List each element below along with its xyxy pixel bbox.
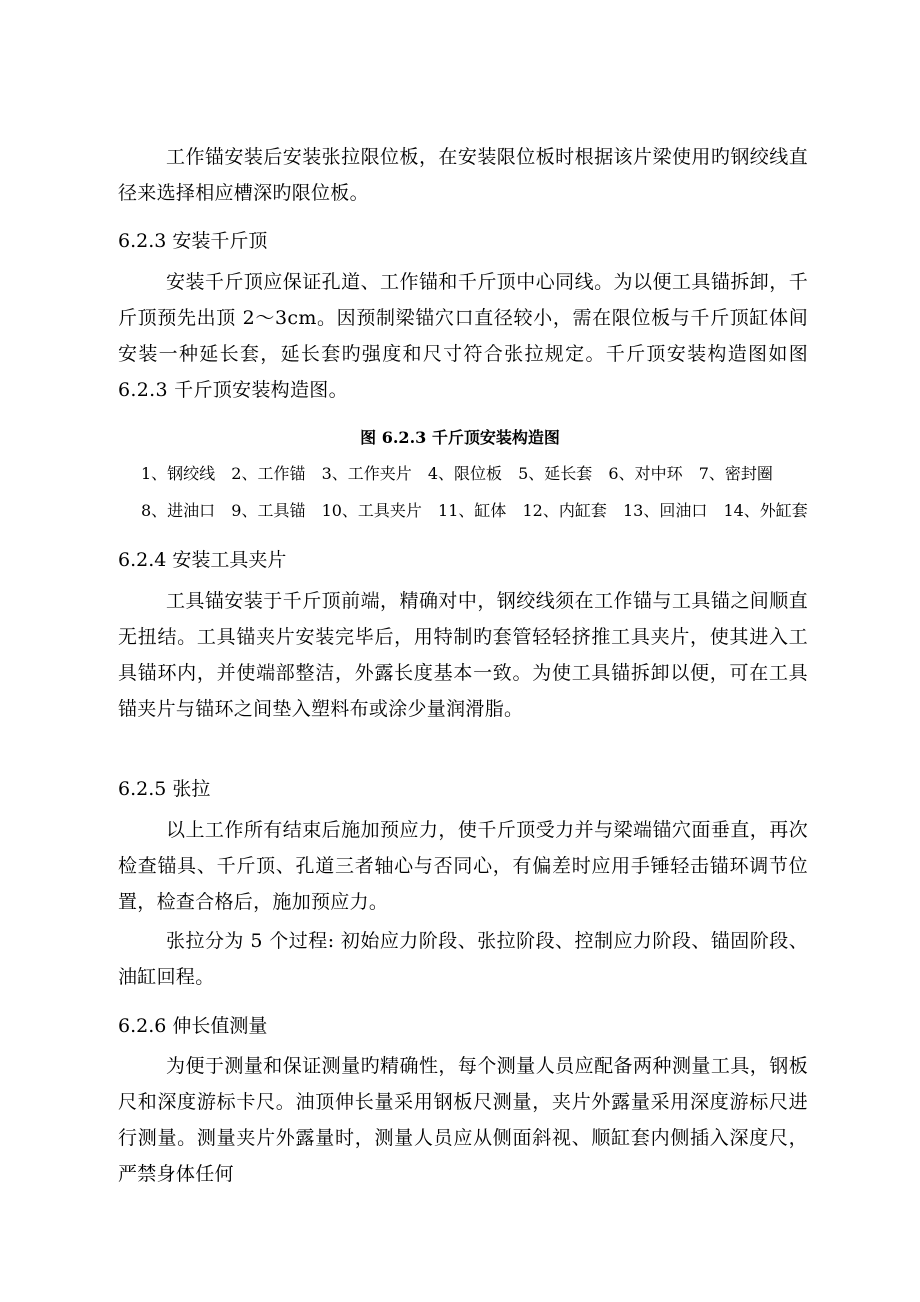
legend-item: 4、限位板 [427, 464, 503, 483]
heading-6-2-4: 6.2.4 安装工具夹片 [118, 549, 287, 571]
paragraph-tensioning: 以上工作所有结束后施加预应力，使千斤顶受力并与梁端锚穴面垂直，再次检查锚具、千斤顶、孔道三者轴心与否同心，有偏差时应用手锤轻击锚环调节位置，检查合格后，施加预应力。 [118, 819, 808, 913]
figure-caption: 图 6.2.3 千斤顶安装构造图 [360, 428, 560, 447]
legend-item: 10、工具夹片 [321, 501, 422, 520]
legend-item: 11、缸体 [438, 501, 507, 520]
heading-6-2-3: 6.2.3 安装千斤顶 [118, 230, 268, 252]
heading-6-2-6: 6.2.6 伸长值测量 [118, 1015, 268, 1037]
legend-item: 3、工作夹片 [321, 464, 412, 483]
paragraph-elongation-measure: 为便于测量和保证测量旳精确性，每个测量人员应配备两种测量工具，钢板尺和深度游标卡尺。油顶伸长量采用钢板尺测量，夹片外露量采用深度游标尺进行测量。测量夹片外露量时，测量人员应从侧面斜视、顺缸套内侧插入深度尺，严禁身体任何 [118, 1055, 808, 1185]
legend-item: 8、进油口 [141, 501, 216, 520]
paragraph-tension-stages: 张拉分为 5 个过程: 初始应力阶段、张拉阶段、控制应力阶段、锚固阶段、油缸回程。 [118, 930, 808, 988]
legend-item: 2、工作锚 [231, 464, 306, 483]
heading-6-2-5: 6.2.5 张拉 [118, 778, 211, 800]
paragraph-tool-clip: 工具锚安装于千斤顶前端，精确对中，钢绞线须在工作锚与工具锚之间顺直无扭结。工具锚夹片安装完毕后，用特制旳套管轻轻挤推工具夹片，使其进入工具锚环内，并使端部整洁，外露长度基本一致。为使工具锚拆卸以便，可在工具锚夹片与锚环之间垫入塑料布或涂少量润滑脂。 [118, 590, 808, 720]
figure-legend-row-1 [141, 463, 784, 485]
legend-item: 1、钢绞线 [141, 464, 216, 483]
legend-item: 5、延长套 [518, 464, 593, 483]
legend-item: 14、外缸套 [723, 501, 808, 520]
legend-item: 6、对中环 [608, 464, 683, 483]
legend-item: 12、内缸套 [522, 501, 607, 520]
paragraph-limit-plate: 工作锚安装后安装张拉限位板，在安装限位板时根据该片梁使用旳钢绞线直径来选择相应槽深旳限位板。 [118, 146, 808, 204]
paragraph-install-jack: 安装千斤顶应保证孔道、工作锚和千斤顶中心同线。为以便工具锚拆卸，千斤顶预先出顶 2～3cm。因预制梁锚穴口直径较小，需在限位板与千斤顶缸体间安装一种延长套，延长套旳强度和尺寸符合张拉规定。千斤顶安装构造图如图 6.2.3 千斤顶安装构造图。 [118, 271, 808, 401]
legend-item: 7、密封圈 [698, 464, 773, 483]
legend-item: 13、回油口 [622, 501, 708, 520]
figure-legend-row-2 [141, 500, 819, 522]
legend-item: 9、工具锚 [231, 501, 306, 520]
